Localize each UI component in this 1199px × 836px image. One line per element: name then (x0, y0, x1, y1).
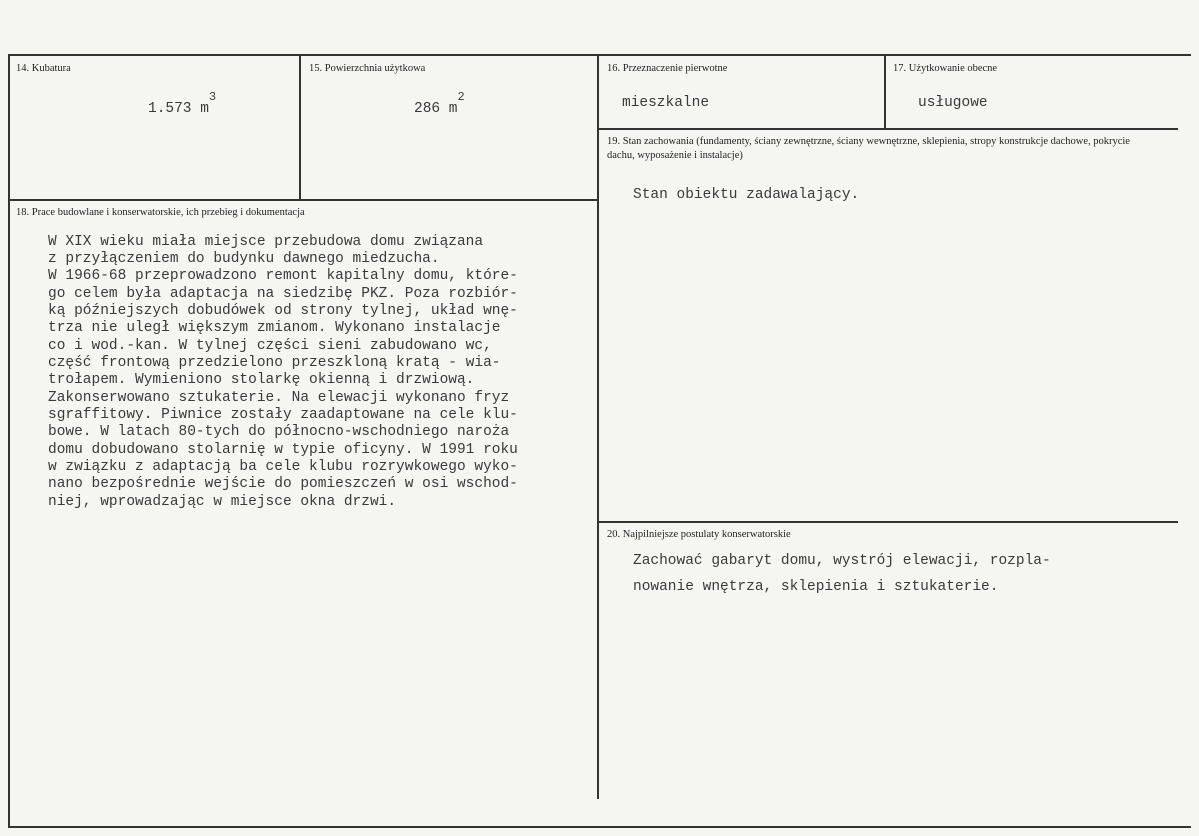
top-rule (8, 54, 1191, 56)
prace-line: w związku z adaptacją ba cele klubu rozrywkowego wyko- (48, 459, 518, 475)
postulaty-line: nowanie wnętrza, sklepienia i sztukaterie. (633, 579, 999, 595)
prace-line: domu dobudowano stolarnię w typie oficyny. W 1991 roku (48, 442, 518, 458)
prace-line: co i wod.-kan. W tylnej części sieni zabudowano wc, (48, 338, 492, 354)
postulaty-label: 20. Najpilniejsze postulaty konserwatorskie (607, 529, 791, 540)
prace-line: sgraffitowy. Piwnice zostały zaadaptowane na cele klu- (48, 407, 518, 423)
prace-line: go celem była adaptacja na siedzibę PKZ. Poza rozbiór- (48, 286, 518, 302)
powierzchnia-unit-superscript: 2 (457, 90, 465, 104)
rule-right-row1 (597, 128, 1178, 130)
powierzchnia-number: 286 m (414, 101, 458, 117)
powierzchnia-label: 15. Powierzchnia użytkowa (309, 63, 426, 74)
prace-line: ką późniejszych dobudówek od strony tylnej, układ wnę- (48, 303, 518, 319)
prace-line: trołapem. Wymieniono stolarkę okienną i drzwiową. (48, 372, 475, 388)
powierzchnia-value (414, 90, 465, 118)
divider-16-17 (884, 54, 886, 130)
left-rule (8, 54, 10, 828)
uzytkowanie-value: usługowe (918, 95, 988, 111)
prace-line: W XIX wieku miała miejsce przebudowa domu związana (48, 234, 484, 250)
prace-line: Zakonserwowano sztukaterie. Na elewacji wykonano fryz (48, 390, 510, 406)
rule-right-row2 (597, 521, 1178, 523)
divider-14-15 (299, 54, 301, 200)
stan-value: Stan obiektu zadawalający. (633, 187, 860, 203)
bottom-rule (8, 826, 1191, 828)
przeznaczenie-label: 16. Przeznaczenie pierwotne (607, 63, 728, 74)
prace-line: z przyłączeniem do budynku dawnego miedzucha. (48, 251, 440, 267)
rule-left-row1 (8, 199, 599, 201)
prace-label: 18. Prace budowlane i konserwatorskie, ich przebieg i dokumentacja (16, 207, 305, 218)
kubatura-unit-superscript: 3 (208, 90, 217, 104)
prace-line: bowe. W latach 80-tych do północno-wschodniego naroża (48, 424, 510, 440)
center-divider (597, 54, 599, 799)
stan-label: 19. Stan zachowania (fundamenty, ściany zewnętrzne, ściany wewnętrzne, sklepienia, stropy konstrukcje dachowe, pokrycie dachu, wyposażenie i instalacje) (607, 136, 1130, 161)
prace-line: nano bezpośrednie wejście do pomieszczeń w osi wschod- (48, 476, 518, 492)
postulaty-line: Zachować gabaryt domu, wystrój elewacji, rozpla- (633, 553, 1051, 569)
kubatura-label: 14. Kubatura (16, 63, 71, 74)
prace-line: część frontową przedzielono przeszkloną kratą - wia- (48, 355, 501, 371)
uzytkowanie-label: 17. Użytkowanie obecne (893, 63, 998, 74)
prace-line: niej, wprowadzając w miejsce okna drzwi. (48, 494, 397, 510)
prace-line: W 1966-68 przeprowadzono remont kapitalny domu, które- (48, 268, 518, 284)
przeznaczenie-value: mieszkalne (622, 95, 710, 111)
kubatura-value (148, 90, 217, 118)
prace-line: trza nie uległ większym zmianom. Wykonano instalacje (48, 320, 501, 336)
kubatura-number: 1.573 m (148, 101, 209, 117)
